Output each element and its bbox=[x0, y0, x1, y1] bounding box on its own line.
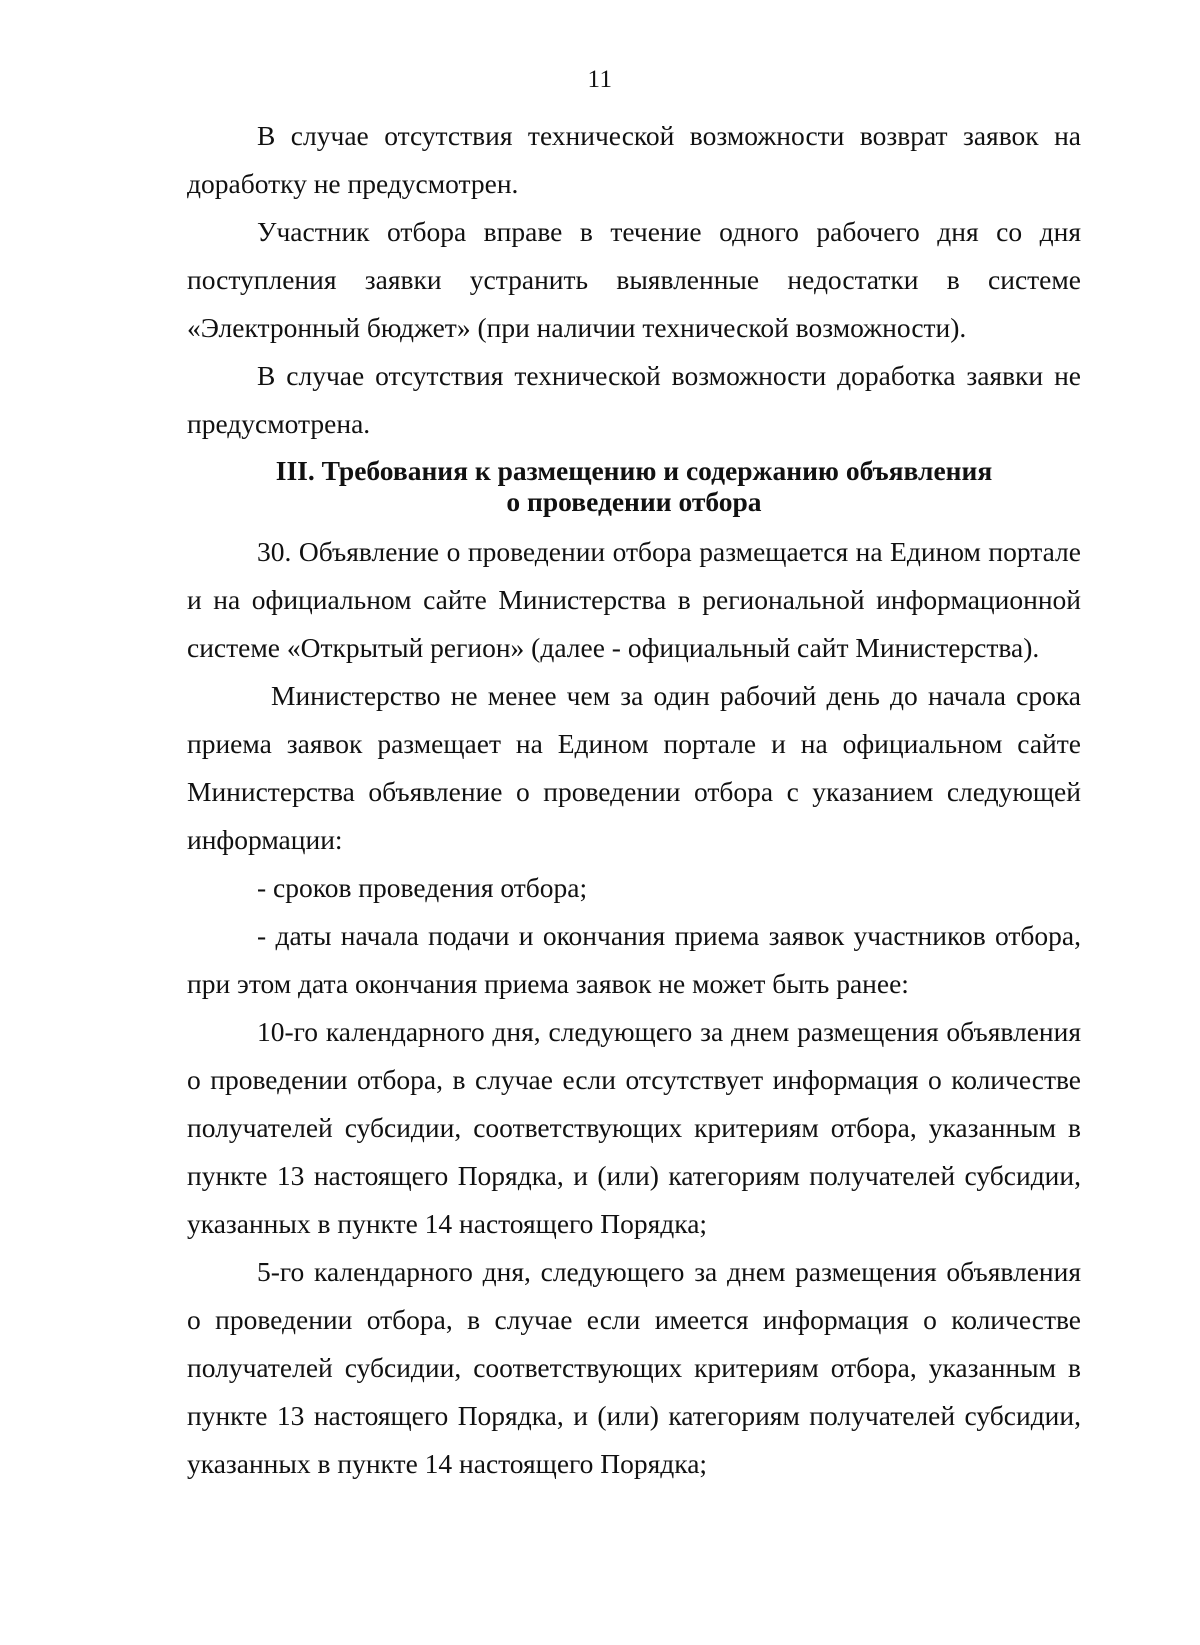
paragraph: 10-го календарного дня, следующего за днем размещения объявления о проведении отбора, в случае если отсутствует информация о количестве получателей субсидии, соответствующих критериям отбора, указанным в пункте 13 настоящего Порядка, и (или) категориям получателей субсидии, указанных в пункте 14 настоящего Порядка; bbox=[187, 1016, 1081, 1239]
paragraph: 5-го календарного дня, следующего за днем размещения объявления о проведении отбора, в случае если имеется информация о количестве получателей субсидии, соответствующих критериям отбора, указанным в пункте 13 настоящего Порядка, и (или) категориям получателей субсидии, указанных в пункте 14 настоящего Порядка; bbox=[187, 1256, 1081, 1479]
section-heading-line: III. Требования к размещению и содержанию объявления bbox=[275, 455, 993, 486]
paragraph: В случае отсутствия технической возможности доработка заявки не предусмотрена. bbox=[187, 360, 1081, 439]
page-number: 11 bbox=[587, 66, 613, 93]
section-heading bbox=[187, 455, 1081, 517]
list-item: - даты начала подачи и окончания приема заявок участников отбора, при этом дата окончания приема заявок не может быть ранее: bbox=[187, 920, 1081, 999]
paragraph: Министерство не менее чем за один рабочий день до начала срока приема заявок размещает на Едином портале и на официальном сайте Министерства объявление о проведении отбора с указанием следующей информации: bbox=[187, 680, 1081, 855]
list-item: - сроков проведения отбора; bbox=[257, 872, 588, 903]
paragraph: В случае отсутствия технической возможности возврат заявок на доработку не предусмотрен. bbox=[187, 120, 1081, 199]
paragraph: Участник отбора вправе в течение одного рабочего дня со дня поступления заявки устранить выявленные недостатки в системе «Электронный бюджет» (при наличии технической возможности). bbox=[187, 216, 1081, 343]
document-body bbox=[187, 112, 1081, 1488]
paragraph: 30. Объявление о проведении отбора размещается на Едином портале и на официальном сайте Министерства в региональной информационной системе «Открытый регион» (далее - официальный сайт Министерства). bbox=[187, 536, 1081, 663]
section-heading-line: о проведении отбора bbox=[506, 486, 762, 517]
